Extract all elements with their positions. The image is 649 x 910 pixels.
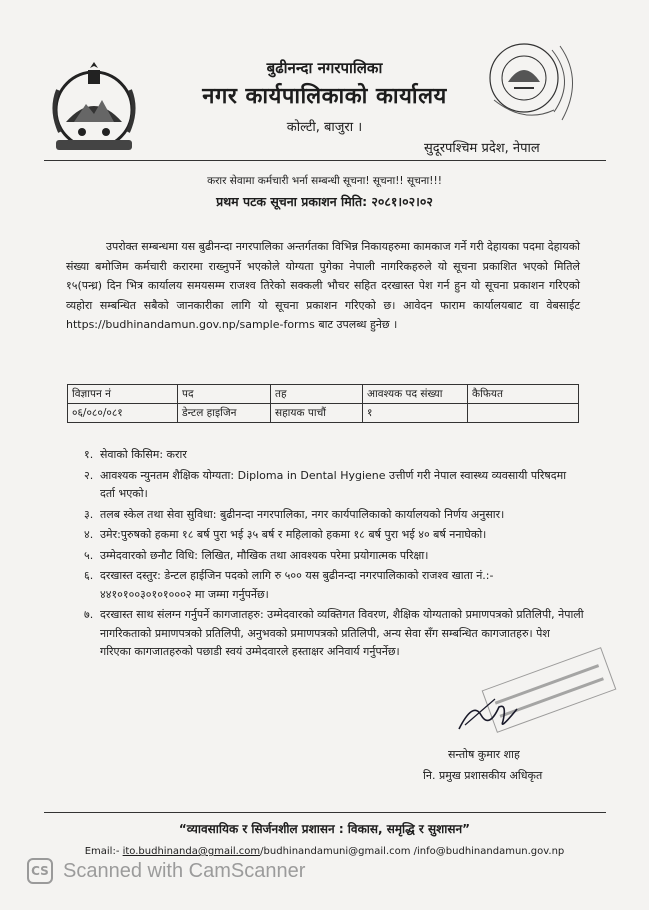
- province-name: सुदूरपश्चिम प्रदेश, नेपाल: [424, 141, 540, 156]
- list-text: दरखास्त दस्तुर: डेन्टल हाईजिन पदको लागि रु ५०० यस बुढीनन्दा नगरपालिकाको राजश्व खाता नं.:- ४४१०१००३०१०१०००२ मा जम्मा गर्नुपर्नेछ।: [100, 569, 494, 601]
- table-header-cell: कैफियत: [468, 385, 579, 404]
- camscanner-logo-icon: CS: [27, 858, 53, 884]
- office-address: कोल्टी, बाजुरा ।: [286, 120, 363, 135]
- office-name: नगर कार्यपालिकाको कार्यालय: [202, 84, 447, 109]
- table-row: [68, 404, 579, 423]
- list-number: ४.: [84, 528, 94, 541]
- footer-divider: [44, 812, 606, 813]
- list-text: आवश्यक न्युनतम शैक्षिक योग्यता: Diploma in Dental Hygiene उत्तीर्ण गरी नेपाल स्वास्थ्य व्यवसायी परिषदमा दर्ता भएको।: [100, 468, 567, 500]
- list-number: ७.: [84, 608, 94, 621]
- conditions-list: [84, 446, 584, 664]
- table-header-cell: विज्ञापन नं: [68, 385, 178, 404]
- footer-emails: [0, 846, 649, 857]
- vacancy-table: [67, 384, 579, 423]
- list-number: ५.: [84, 548, 94, 562]
- intro-text: उपरोक्त सम्बन्धमा यस बुढीनन्दा नगरपालिका अन्तर्गतका विभिन्न निकायहरुमा कामकाज गर्ने गरी देहायका पदमा देहायको संख्या बमोजिम कर्मचारी करारमा राख्नुपर्ने भएकोले योग्यता पुगेका नेपाली नागरिकहरुले यो सूचना प्रकाशित भएको मितिले १५(पन्ध्र) दिन भित्र कार्यालय समयसम्म राजश्व तिरेको सक्कली भौचर सहित दरखास्त पेश गर्न हुन यो सूचना प्रकाशन गरिएको व्यहोरा सम्बन्धित सबैको जानकारीका लागि यो सूचना प्रकाशन गरिएको छ। आवेदन फाराम कार्यालयबाट वा वेबसाईट: [66, 240, 580, 312]
- list-item: [84, 446, 584, 465]
- list-number: ३.: [84, 507, 94, 521]
- signatory-designation: नि. प्रमुख प्रशासकीय अधिकृत: [423, 769, 543, 782]
- handwritten-signature-icon: [455, 695, 525, 735]
- table-header-cell: पद: [178, 385, 271, 404]
- list-number: ६.: [84, 569, 94, 582]
- notice-title: करार सेवामा कर्मचारी भर्ना सम्बन्धी सूचना! सूचना!! सूचना!!!: [207, 175, 442, 187]
- list-item: [84, 606, 584, 662]
- list-number: २.: [84, 468, 94, 482]
- table-cell: [468, 404, 579, 423]
- list-item: [84, 547, 584, 566]
- table-cell: १: [363, 404, 468, 423]
- email-link-3[interactable]: /info@budhinandamun.gov.np: [410, 846, 565, 857]
- intro-paragraph: [66, 237, 580, 335]
- list-text: तलब स्केल तथा सेवा सुविधा: बुढीनन्दा नगरपालिका, नगर कार्यपालिकाको कार्यालयको निर्णय अनुसार।: [100, 507, 505, 521]
- header-divider: [44, 160, 606, 161]
- table-cell: सहायक पाचौं: [271, 404, 363, 423]
- footer-slogan: “व्यावसायिक र सिर्जनशील प्रशासन : विकास, समृद्धि र सुशासन”: [178, 822, 471, 836]
- list-item: [84, 506, 584, 525]
- sample-forms-link[interactable]: https://budhinandamun.gov.np/sample-forms: [66, 318, 315, 331]
- notice-date: प्रथम पटक सूचना प्रकाशन मिति: २०८१।०२।०२: [216, 194, 433, 209]
- list-text: सेवाको किसिम: करार: [100, 448, 187, 461]
- list-item: [84, 526, 584, 545]
- intro-text-end: बाट उपलब्ध हुनेछ ।: [318, 318, 398, 331]
- list-item: [84, 567, 584, 604]
- table-cell: डेन्टल हाइजिन: [178, 404, 271, 423]
- municipality-name: बुढीनन्दा नगरपालिका: [266, 59, 383, 77]
- table-cell: ०६/०८०/०८१: [68, 404, 178, 423]
- list-text: दरखास्त साथ संलग्न गर्नुपर्ने कागजातहरु: उम्मेदवारको व्यक्तिगत विवरण, शैक्षिक योग्यताको प्रमाणपत्रको प्रतिलिपी, नेपाली नागरिकताको प्रमाणपत्रको प्रतिलिपी, अनुभवको प्रमाणपत्रको प्रतिलिपी, अन्य सेवा सँग सम्बन्धित कागजातहरु। पेश गरिएका कागजातहरुको पछाडी स्वयं उम्मेदवारले हस्ताक्षर अनिवार्य गर्नुपर्नेछ।: [100, 608, 584, 658]
- table-header-row: [68, 385, 579, 404]
- list-item: [84, 467, 584, 504]
- email-link-2[interactable]: /budhinandamuni@gmail.com: [260, 846, 411, 857]
- email-link-1[interactable]: ito.budhinanda@gmail.com: [122, 846, 261, 857]
- list-text: उमेर:पुरुषको हकमा १८ बर्ष पुरा भई ३५ बर्ष र महिलाको हकमा १८ बर्ष पुरा भई ४० बर्ष ननाघेको।: [100, 528, 487, 541]
- list-text: उम्मेदवारको छनौट विधि: लिखित, मौखिक तथा आवश्यक परेमा प्रयोगात्मक परिक्षा।: [100, 548, 429, 562]
- list-number: १.: [84, 448, 94, 461]
- camscanner-text: Scanned with CamScanner: [63, 859, 306, 882]
- email-label: Email:-: [84, 846, 123, 857]
- camscanner-watermark: [27, 858, 305, 884]
- signatory-name: सन्तोष कुमार शाह: [448, 748, 520, 761]
- table-header-cell: आवश्यक पद संख्या: [363, 385, 468, 404]
- table-header-cell: तह: [271, 385, 363, 404]
